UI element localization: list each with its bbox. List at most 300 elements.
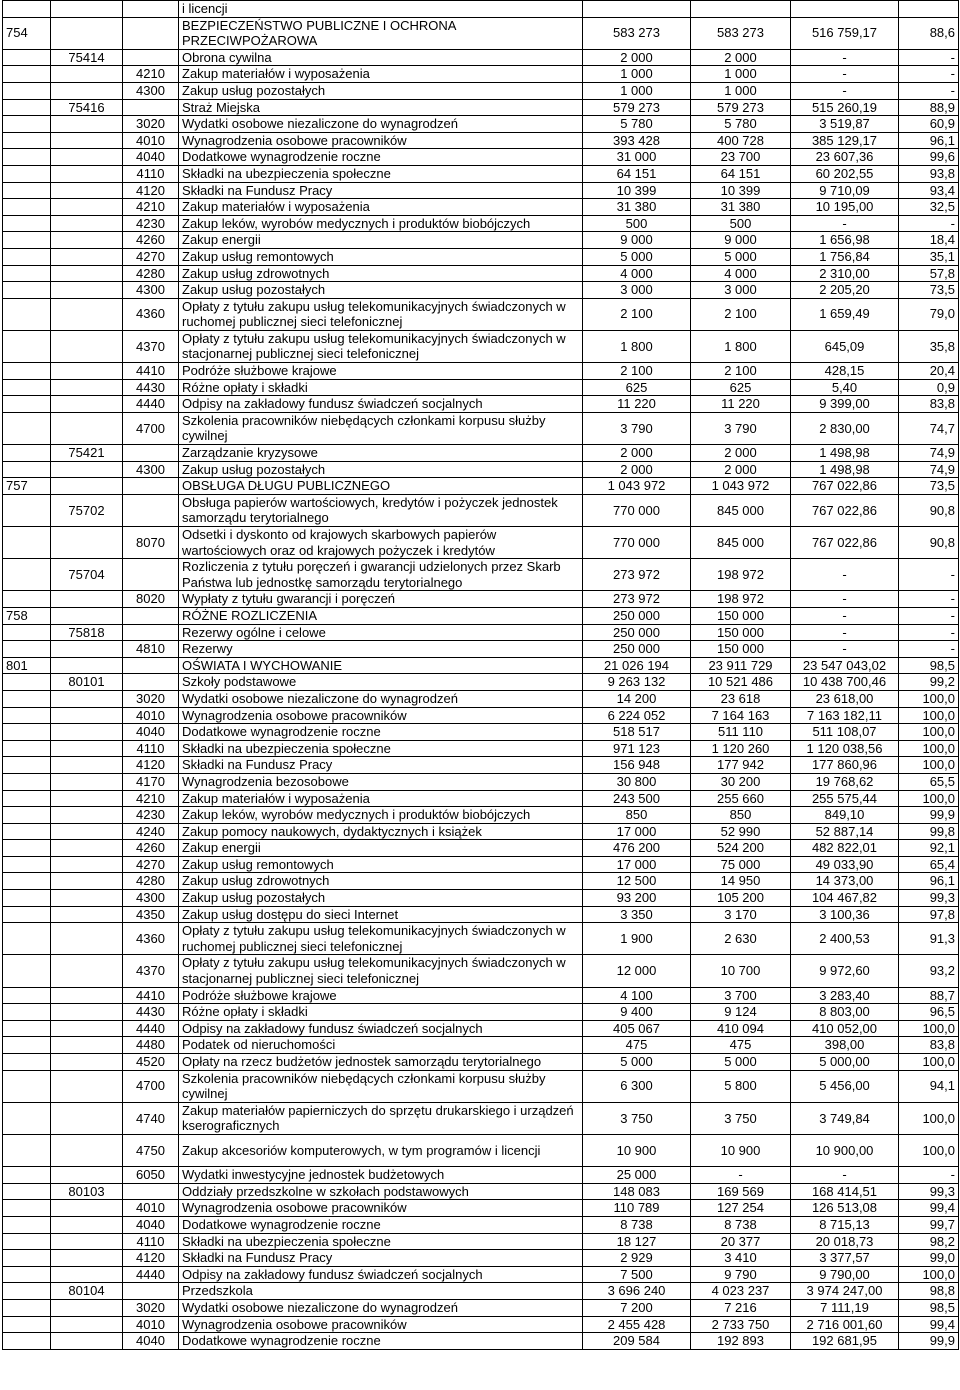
percent-cell: 96,1 bbox=[899, 873, 959, 890]
paragraf-cell: 4430 bbox=[123, 1004, 179, 1021]
dzial-cell bbox=[3, 215, 51, 232]
name-cell: Składki na ubezpieczenia społeczne bbox=[179, 740, 583, 757]
paragraf-cell: 4300 bbox=[123, 461, 179, 478]
table-row bbox=[3, 1, 959, 18]
paragraf-cell: 4440 bbox=[123, 1020, 179, 1037]
dzial-cell bbox=[3, 1037, 51, 1054]
rozdzial-cell bbox=[51, 987, 123, 1004]
execution-cell: 2 830,00 bbox=[791, 412, 899, 444]
dzial-cell bbox=[3, 116, 51, 133]
dzial-cell bbox=[3, 298, 51, 330]
dzial-cell bbox=[3, 1054, 51, 1071]
percent-cell: 73,5 bbox=[899, 282, 959, 299]
percent-cell: 94,1 bbox=[899, 1070, 959, 1102]
dzial-cell bbox=[3, 987, 51, 1004]
percent-cell: 93,2 bbox=[899, 955, 959, 987]
percent-cell: 96,1 bbox=[899, 132, 959, 149]
rozdzial-cell bbox=[51, 215, 123, 232]
plan-after-changes-cell: 5 800 bbox=[691, 1070, 791, 1102]
paragraf-cell: 4040 bbox=[123, 724, 179, 741]
plan-cell: 5 780 bbox=[583, 116, 691, 133]
table-row bbox=[3, 690, 959, 707]
execution-cell: 2 716 001,60 bbox=[791, 1316, 899, 1333]
name-cell: Zakup materiałów i wyposażenia bbox=[179, 790, 583, 807]
plan-after-changes-cell: 5 000 bbox=[691, 248, 791, 265]
dzial-cell bbox=[3, 773, 51, 790]
dzial-cell bbox=[3, 690, 51, 707]
rozdzial-cell: 75702 bbox=[51, 494, 123, 526]
dzial-cell bbox=[3, 906, 51, 923]
plan-after-changes-cell: 198 972 bbox=[691, 559, 791, 591]
paragraf-cell: 4520 bbox=[123, 1054, 179, 1071]
plan-after-changes-cell: 127 254 bbox=[691, 1200, 791, 1217]
plan-after-changes-cell: 192 893 bbox=[691, 1333, 791, 1350]
rozdzial-cell bbox=[51, 1054, 123, 1071]
percent-cell: 99,2 bbox=[899, 674, 959, 691]
percent-cell: 100,0 bbox=[899, 1266, 959, 1283]
plan-after-changes-cell: 20 377 bbox=[691, 1233, 791, 1250]
name-cell: Zakup materiałów i wyposażenia bbox=[179, 199, 583, 216]
dzial-cell bbox=[3, 955, 51, 987]
table-row bbox=[3, 1333, 959, 1350]
plan-cell: 31 380 bbox=[583, 199, 691, 216]
rozdzial-cell bbox=[51, 1102, 123, 1134]
rozdzial-cell bbox=[51, 724, 123, 741]
dzial-cell bbox=[3, 1283, 51, 1300]
plan-after-changes-cell: 1 000 bbox=[691, 82, 791, 99]
percent-cell: - bbox=[899, 591, 959, 608]
budget-expenditure-table bbox=[2, 0, 959, 1350]
percent-cell: 20,4 bbox=[899, 363, 959, 380]
table-row bbox=[3, 923, 959, 955]
table-row bbox=[3, 527, 959, 559]
percent-cell: 65,4 bbox=[899, 856, 959, 873]
plan-cell: 518 517 bbox=[583, 724, 691, 741]
plan-after-changes-cell: 23 911 729 bbox=[691, 657, 791, 674]
rozdzial-cell bbox=[51, 641, 123, 658]
percent-cell: 74,9 bbox=[899, 461, 959, 478]
table-row bbox=[3, 591, 959, 608]
percent-cell: - bbox=[899, 624, 959, 641]
plan-after-changes-cell: 579 273 bbox=[691, 99, 791, 116]
name-cell: Odpisy na zakładowy fundusz świadczeń socjalnych bbox=[179, 1266, 583, 1283]
execution-cell: - bbox=[791, 1167, 899, 1184]
table-row bbox=[3, 1037, 959, 1054]
name-cell: Opłaty z tytułu zakupu usług telekomunikacyjnych świadczonych w stacjonarnej publicznej sieci telefonicznej bbox=[179, 955, 583, 987]
dzial-cell bbox=[3, 1216, 51, 1233]
paragraf-cell: 4010 bbox=[123, 132, 179, 149]
name-cell: Szkolenia pracowników niebędących członkami korpusu służby cywilnej bbox=[179, 412, 583, 444]
percent-cell: - bbox=[899, 66, 959, 83]
paragraf-cell: 4370 bbox=[123, 330, 179, 362]
execution-cell: 2 400,53 bbox=[791, 923, 899, 955]
name-cell: BEZPIECZEŃSTWO PUBLICZNE I OCHRONA PRZECIWPOŻAROWA bbox=[179, 17, 583, 49]
plan-cell: 273 972 bbox=[583, 559, 691, 591]
table-row bbox=[3, 149, 959, 166]
paragraf-cell bbox=[123, 559, 179, 591]
name-cell: Obrona cywilna bbox=[179, 49, 583, 66]
plan-cell: 209 584 bbox=[583, 1333, 691, 1350]
table-row bbox=[3, 1233, 959, 1250]
name-cell: Odpisy na zakładowy fundusz świadczeń socjalnych bbox=[179, 1020, 583, 1037]
execution-cell: 126 513,08 bbox=[791, 1200, 899, 1217]
percent-cell: - bbox=[899, 559, 959, 591]
plan-cell: 273 972 bbox=[583, 591, 691, 608]
name-cell: Odsetki i dyskonto od krajowych skarbowych papierów wartościowych oraz od krajowych pożyczek i kredytów bbox=[179, 527, 583, 559]
percent-cell: 98,8 bbox=[899, 1283, 959, 1300]
name-cell: Wydatki osobowe niezaliczone do wynagrodzeń bbox=[179, 116, 583, 133]
execution-cell: - bbox=[791, 49, 899, 66]
name-cell: Wynagrodzenia osobowe pracowników bbox=[179, 1316, 583, 1333]
table-row bbox=[3, 641, 959, 658]
table-row bbox=[3, 1070, 959, 1102]
plan-after-changes-cell: 11 220 bbox=[691, 396, 791, 413]
name-cell: Opłaty z tytułu zakupu usług telekomunikacyjnych świadczonych w ruchomej publicznej sieci telefonicznej bbox=[179, 923, 583, 955]
percent-cell: 18,4 bbox=[899, 232, 959, 249]
percent-cell: 100,0 bbox=[899, 724, 959, 741]
plan-cell: 625 bbox=[583, 379, 691, 396]
execution-cell: 1 756,84 bbox=[791, 248, 899, 265]
name-cell: Zakup usług dostępu do sieci Internet bbox=[179, 906, 583, 923]
name-cell: Szkoły podstawowe bbox=[179, 674, 583, 691]
plan-after-changes-cell: 500 bbox=[691, 215, 791, 232]
table-row bbox=[3, 478, 959, 495]
name-cell: Przedszkola bbox=[179, 1283, 583, 1300]
plan-cell: 3 790 bbox=[583, 412, 691, 444]
table-row bbox=[3, 856, 959, 873]
plan-after-changes-cell: 10 521 486 bbox=[691, 674, 791, 691]
paragraf-cell: 4110 bbox=[123, 1233, 179, 1250]
dzial-cell bbox=[3, 132, 51, 149]
dzial-cell bbox=[3, 149, 51, 166]
plan-after-changes-cell: 625 bbox=[691, 379, 791, 396]
execution-cell: 5 000,00 bbox=[791, 1054, 899, 1071]
name-cell: Różne opłaty i składki bbox=[179, 1004, 583, 1021]
name-cell: Szkolenia pracowników niebędących członkami korpusu służby cywilnej bbox=[179, 1070, 583, 1102]
rozdzial-cell bbox=[51, 807, 123, 824]
dzial-cell bbox=[3, 591, 51, 608]
paragraf-cell: 4110 bbox=[123, 740, 179, 757]
dzial-cell bbox=[3, 790, 51, 807]
name-cell: Rezerwy ogólne i celowe bbox=[179, 624, 583, 641]
plan-cell: 1 800 bbox=[583, 330, 691, 362]
rozdzial-cell bbox=[51, 396, 123, 413]
percent-cell: 99,8 bbox=[899, 823, 959, 840]
paragraf-cell bbox=[123, 494, 179, 526]
name-cell: Wynagrodzenia bezosobowe bbox=[179, 773, 583, 790]
plan-cell: 475 bbox=[583, 1037, 691, 1054]
rozdzial-cell bbox=[51, 330, 123, 362]
execution-cell: 52 887,14 bbox=[791, 823, 899, 840]
plan-cell: 1 000 bbox=[583, 66, 691, 83]
dzial-cell bbox=[3, 282, 51, 299]
dzial-cell bbox=[3, 856, 51, 873]
plan-cell: 21 026 194 bbox=[583, 657, 691, 674]
execution-cell: 1 659,49 bbox=[791, 298, 899, 330]
plan-cell: 2 000 bbox=[583, 49, 691, 66]
table-row bbox=[3, 182, 959, 199]
paragraf-cell: 4740 bbox=[123, 1102, 179, 1134]
paragraf-cell: 4210 bbox=[123, 790, 179, 807]
rozdzial-cell bbox=[51, 840, 123, 857]
dzial-cell bbox=[3, 823, 51, 840]
plan-after-changes-cell: 177 942 bbox=[691, 757, 791, 774]
plan-after-changes-cell: 3 790 bbox=[691, 412, 791, 444]
execution-cell: 2 205,20 bbox=[791, 282, 899, 299]
rozdzial-cell bbox=[51, 298, 123, 330]
plan-cell: 2 929 bbox=[583, 1250, 691, 1267]
paragraf-cell: 4040 bbox=[123, 1216, 179, 1233]
name-cell: Podatek od nieruchomości bbox=[179, 1037, 583, 1054]
rozdzial-cell bbox=[51, 873, 123, 890]
plan-cell: 4 000 bbox=[583, 265, 691, 282]
plan-cell: 3 750 bbox=[583, 1102, 691, 1134]
percent-cell: 65,5 bbox=[899, 773, 959, 790]
name-cell: Składki na Fundusz Pracy bbox=[179, 182, 583, 199]
dzial-cell: 754 bbox=[3, 17, 51, 49]
dzial-cell bbox=[3, 99, 51, 116]
dzial-cell bbox=[3, 412, 51, 444]
plan-after-changes-cell: 9 790 bbox=[691, 1266, 791, 1283]
percent-cell: 99,4 bbox=[899, 1200, 959, 1217]
plan-after-changes-cell: 7 164 163 bbox=[691, 707, 791, 724]
rozdzial-cell bbox=[51, 232, 123, 249]
plan-cell: 64 151 bbox=[583, 165, 691, 182]
rozdzial-cell bbox=[51, 607, 123, 624]
plan-cell: 583 273 bbox=[583, 17, 691, 49]
dzial-cell bbox=[3, 1167, 51, 1184]
rozdzial-cell bbox=[51, 707, 123, 724]
plan-cell: 250 000 bbox=[583, 624, 691, 641]
percent-cell: 83,8 bbox=[899, 1037, 959, 1054]
dzial-cell bbox=[3, 724, 51, 741]
percent-cell: 99,6 bbox=[899, 149, 959, 166]
plan-after-changes-cell: 410 094 bbox=[691, 1020, 791, 1037]
paragraf-cell: 4480 bbox=[123, 1037, 179, 1054]
dzial-cell bbox=[3, 1183, 51, 1200]
plan-cell: 1 000 bbox=[583, 82, 691, 99]
dzial-cell bbox=[3, 807, 51, 824]
plan-cell: 5 000 bbox=[583, 1054, 691, 1071]
execution-cell: 398,00 bbox=[791, 1037, 899, 1054]
rozdzial-cell bbox=[51, 1233, 123, 1250]
name-cell: Składki na Fundusz Pracy bbox=[179, 1250, 583, 1267]
execution-cell: 428,15 bbox=[791, 363, 899, 380]
percent-cell: 79,0 bbox=[899, 298, 959, 330]
execution-cell: 645,09 bbox=[791, 330, 899, 362]
plan-cell: 3 000 bbox=[583, 282, 691, 299]
table-row bbox=[3, 1316, 959, 1333]
dzial-cell bbox=[3, 840, 51, 857]
plan-cell: 2 100 bbox=[583, 363, 691, 380]
name-cell: Zakup leków, wyrobów medycznych i produktów biobójczych bbox=[179, 215, 583, 232]
dzial-cell bbox=[3, 461, 51, 478]
plan-cell: 9 400 bbox=[583, 1004, 691, 1021]
percent-cell: 100,0 bbox=[899, 1020, 959, 1037]
name-cell: Dodatkowe wynagrodzenie roczne bbox=[179, 1216, 583, 1233]
plan-after-changes-cell: 845 000 bbox=[691, 527, 791, 559]
percent-cell: 98,5 bbox=[899, 1299, 959, 1316]
table-row bbox=[3, 657, 959, 674]
execution-cell: 516 759,17 bbox=[791, 17, 899, 49]
percent-cell: 100,0 bbox=[899, 707, 959, 724]
percent-cell: - bbox=[899, 1167, 959, 1184]
rozdzial-cell bbox=[51, 1020, 123, 1037]
plan-cell: 17 000 bbox=[583, 856, 691, 873]
name-cell: Wynagrodzenia osobowe pracowników bbox=[179, 1200, 583, 1217]
plan-cell: 2 000 bbox=[583, 461, 691, 478]
paragraf-cell bbox=[123, 1283, 179, 1300]
name-cell: Podróże służbowe krajowe bbox=[179, 987, 583, 1004]
paragraf-cell: 4410 bbox=[123, 363, 179, 380]
plan-cell: 14 200 bbox=[583, 690, 691, 707]
paragraf-cell: 3020 bbox=[123, 1299, 179, 1316]
execution-cell: 7 163 182,11 bbox=[791, 707, 899, 724]
percent-cell: - bbox=[899, 641, 959, 658]
rozdzial-cell bbox=[51, 773, 123, 790]
percent-cell: 100,0 bbox=[899, 740, 959, 757]
plan-cell: 10 900 bbox=[583, 1134, 691, 1166]
name-cell: Opłaty na rzecz budżetów jednostek samorządu terytorialnego bbox=[179, 1054, 583, 1071]
plan-after-changes-cell: 10 900 bbox=[691, 1134, 791, 1166]
table-row bbox=[3, 724, 959, 741]
execution-cell: 767 022,86 bbox=[791, 478, 899, 495]
name-cell: Oddziały przedszkolne w szkołach podstawowych bbox=[179, 1183, 583, 1200]
percent-cell: 100,0 bbox=[899, 757, 959, 774]
name-cell: Zakup energii bbox=[179, 840, 583, 857]
name-cell: Zakup usług remontowych bbox=[179, 248, 583, 265]
percent-cell: 35,8 bbox=[899, 330, 959, 362]
name-cell: Wydatki osobowe niezaliczone do wynagrodzeń bbox=[179, 1299, 583, 1316]
paragraf-cell: 4010 bbox=[123, 707, 179, 724]
name-cell: Zakup usług pozostałych bbox=[179, 282, 583, 299]
plan-after-changes-cell: 2 100 bbox=[691, 298, 791, 330]
rozdzial-cell bbox=[51, 412, 123, 444]
rozdzial-cell bbox=[51, 790, 123, 807]
dzial-cell bbox=[3, 624, 51, 641]
rozdzial-cell bbox=[51, 1333, 123, 1350]
rozdzial-cell bbox=[51, 690, 123, 707]
table-row bbox=[3, 363, 959, 380]
table-row bbox=[3, 790, 959, 807]
dzial-cell bbox=[3, 1020, 51, 1037]
rozdzial-cell: 75416 bbox=[51, 99, 123, 116]
dzial-cell bbox=[3, 49, 51, 66]
rozdzial-cell bbox=[51, 923, 123, 955]
table-row bbox=[3, 494, 959, 526]
execution-cell: 3 749,84 bbox=[791, 1102, 899, 1134]
rozdzial-cell bbox=[51, 757, 123, 774]
rozdzial-cell bbox=[51, 527, 123, 559]
dzial-cell bbox=[3, 740, 51, 757]
name-cell: Obsługa papierów wartościowych, kredytów i pożyczek jednostek samorządu terytorialnego bbox=[179, 494, 583, 526]
table-row bbox=[3, 1054, 959, 1071]
plan-cell: 1 043 972 bbox=[583, 478, 691, 495]
execution-cell: 3 974 247,00 bbox=[791, 1283, 899, 1300]
plan-after-changes-cell: 9 124 bbox=[691, 1004, 791, 1021]
execution-cell: 168 414,51 bbox=[791, 1183, 899, 1200]
paragraf-cell: 4230 bbox=[123, 807, 179, 824]
plan-cell: 110 789 bbox=[583, 1200, 691, 1217]
percent-cell: 74,9 bbox=[899, 445, 959, 462]
execution-cell: - bbox=[791, 607, 899, 624]
table-row bbox=[3, 265, 959, 282]
paragraf-cell: 4300 bbox=[123, 890, 179, 907]
name-cell: Składki na ubezpieczenia społeczne bbox=[179, 1233, 583, 1250]
dzial-cell bbox=[3, 1299, 51, 1316]
execution-cell bbox=[791, 1, 899, 18]
plan-cell: 5 000 bbox=[583, 248, 691, 265]
rozdzial-cell bbox=[51, 1134, 123, 1166]
plan-after-changes-cell: 2 100 bbox=[691, 363, 791, 380]
plan-cell: 3 350 bbox=[583, 906, 691, 923]
plan-after-changes-cell: 3 410 bbox=[691, 1250, 791, 1267]
table-row bbox=[3, 840, 959, 857]
percent-cell: 97,8 bbox=[899, 906, 959, 923]
percent-cell: 99,7 bbox=[899, 1216, 959, 1233]
execution-cell: 255 575,44 bbox=[791, 790, 899, 807]
plan-after-changes-cell: 2 000 bbox=[691, 445, 791, 462]
table-row bbox=[3, 873, 959, 890]
table-row bbox=[3, 215, 959, 232]
execution-cell: 8 715,13 bbox=[791, 1216, 899, 1233]
plan-after-changes-cell: 475 bbox=[691, 1037, 791, 1054]
plan-after-changes-cell: 14 950 bbox=[691, 873, 791, 890]
plan-after-changes-cell: 1 800 bbox=[691, 330, 791, 362]
dzial-cell bbox=[3, 379, 51, 396]
paragraf-cell: 4700 bbox=[123, 412, 179, 444]
plan-cell: 850 bbox=[583, 807, 691, 824]
plan-cell: 12 000 bbox=[583, 955, 691, 987]
percent-cell: 100,0 bbox=[899, 790, 959, 807]
name-cell: Zakup materiałów papierniczych do sprzętu drukarskiego i urządzeń kserograficznych bbox=[179, 1102, 583, 1134]
execution-cell: 5 456,00 bbox=[791, 1070, 899, 1102]
rozdzial-cell bbox=[51, 149, 123, 166]
dzial-cell bbox=[3, 641, 51, 658]
percent-cell: 99,9 bbox=[899, 807, 959, 824]
name-cell: OŚWIATA I WYCHOWANIE bbox=[179, 657, 583, 674]
paragraf-cell: 4260 bbox=[123, 840, 179, 857]
table-row bbox=[3, 1167, 959, 1184]
plan-cell: 156 948 bbox=[583, 757, 691, 774]
rozdzial-cell bbox=[51, 1167, 123, 1184]
execution-cell: 9 790,00 bbox=[791, 1266, 899, 1283]
rozdzial-cell bbox=[51, 248, 123, 265]
percent-cell: 32,5 bbox=[899, 199, 959, 216]
table-row bbox=[3, 1200, 959, 1217]
dzial-cell bbox=[3, 890, 51, 907]
table-row bbox=[3, 955, 959, 987]
plan-after-changes-cell: 1 043 972 bbox=[691, 478, 791, 495]
name-cell: Zakup pomocy naukowych, dydaktycznych i książek bbox=[179, 823, 583, 840]
table-row bbox=[3, 890, 959, 907]
plan-cell: 18 127 bbox=[583, 1233, 691, 1250]
table-row bbox=[3, 282, 959, 299]
dzial-cell bbox=[3, 1070, 51, 1102]
plan-cell: 7 200 bbox=[583, 1299, 691, 1316]
rozdzial-cell bbox=[51, 1316, 123, 1333]
table-row bbox=[3, 461, 959, 478]
execution-cell: 7 111,19 bbox=[791, 1299, 899, 1316]
name-cell: Zakup usług zdrowotnych bbox=[179, 873, 583, 890]
table-row bbox=[3, 1004, 959, 1021]
dzial-cell bbox=[3, 1200, 51, 1217]
execution-cell: 10 438 700,46 bbox=[791, 674, 899, 691]
paragraf-cell bbox=[123, 624, 179, 641]
percent-cell: 88,7 bbox=[899, 987, 959, 1004]
plan-cell: 31 000 bbox=[583, 149, 691, 166]
percent-cell: - bbox=[899, 607, 959, 624]
